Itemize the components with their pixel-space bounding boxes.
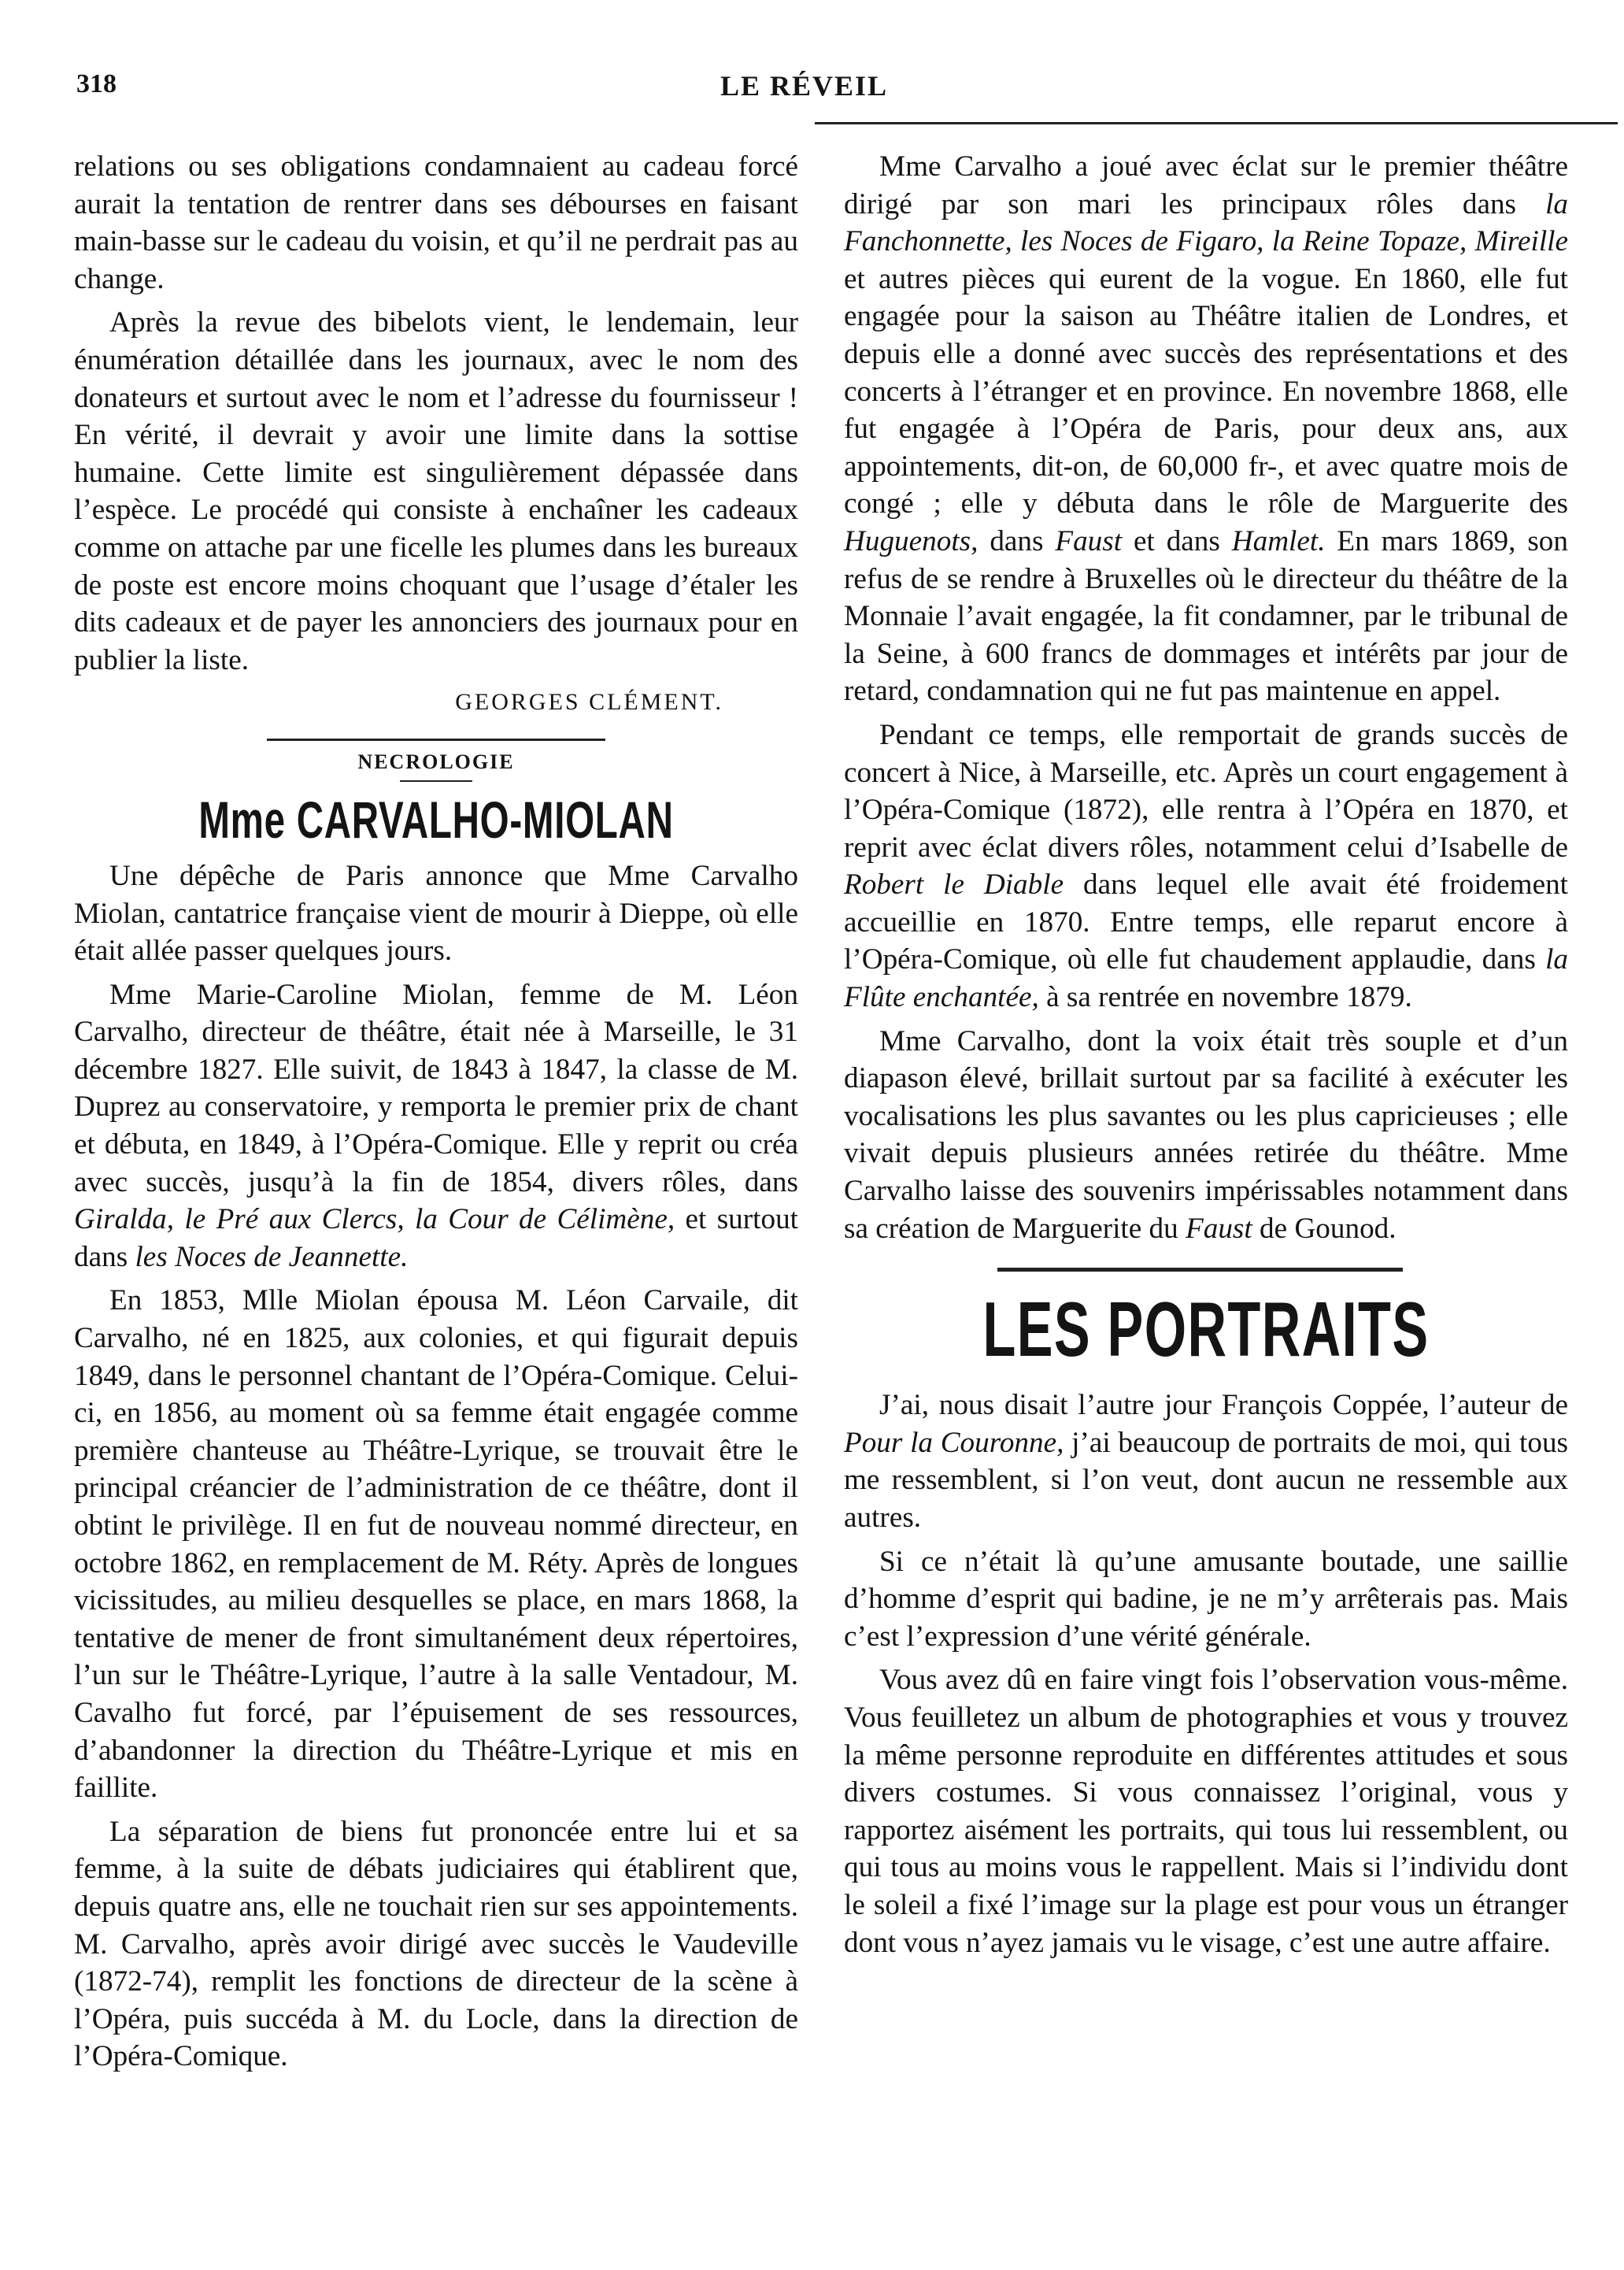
left-column xyxy=(74,148,798,2076)
paragraph: En 1853, Mlle Miolan épousa M. Léon Carvaile, dit Carvalho, né en 1825, aux colonies, et qui figurait depuis 1849, dans le personnel chantant de l’Opéra-Comique. Celui-ci, en 1856, au moment où sa femme était engagée comme première chanteuse au Théâtre-Lyrique, se trouvait être le principal créancier de l’administration de ce théâtre, dont il obtint le privilège. Il en fut de nouveau nommé directeur, en octobre 1862, en remplacement de M. Réty. Après de longues vicissitudes, au milieu desquelles se place, en mars 1868, la tentative de mener de front simultanément deux répertoires, l’un sur le Théâtre-Lyrique, l’autre à la salle Ventadour, M. Cavalho fut forcé, par l’épuisement de ses ressources, d’abandonner la direction du Théâtre-Lyrique et mis en faillite. xyxy=(74,1284,798,1805)
paragraph: Une dépêche de Paris annonce que Mme Carvalho Miolan, cantatrice française vient de mourir à Dieppe, où elle était allée passer quelques jours. xyxy=(74,859,798,968)
rubric-underline xyxy=(400,780,472,782)
paragraph: Si ce n’était là qu’une amusante boutade, une saillie d’homme d’esprit qui badine, je ne m’y arrêterais pas. Mais c’est l’expression d’une vérité générale. xyxy=(844,1545,1568,1653)
paragraph: Pendant ce temps, elle remportait de grands succès de concert à Nice, à Marseille, etc. Après un court engagement à l’Opéra-Comique (1872), elle rentra à l’Opéra en 1870, et reprit avec éclat divers rôles, notamment celui d’Isabelle de Robert le Diable dans lequel elle avait été froidement accueillie en 1870. Entre temps, elle reparut encore à l’Opéra-Comique, où elle fut chaudement applaudie, dans la Flûte enchantée, à sa rentrée en novembre 1879. xyxy=(844,718,1569,1014)
paragraph: Après la revue des bibelots vient, le lendemain, leur énumération détaillée dans les journaux, avec le nom des donateurs et surtout avec le nom et l’adresse du fournisseur ! En vérité, il devrait y avoir une limite dans la sottise humaine. Cette limite est singulièrement dépassée dans l’espèce. Le procédé qui consiste à enchaîner les cadeaux comme on attache par une ficelle les plumes dans les bureaux de poste est encore moins choquant que l’usage d’étaler les dits cadeaux et de payer les annonciers des journaux pour en publier la liste. xyxy=(74,306,798,676)
paragraph: Mme Marie-Caroline Miolan, femme de M. Léon Carvalho, directeur de théâtre, était née à Marseille, le 31 décembre 1827. Elle suivit, de 1843 à 1847, la classe de M. Duprez au conservatoire, y remporta le premier prix de chant et débuta, en 1849, à l’Opéra-Comique. Elle y reprit ou créa avec succès, jusqu’à la fin de 1854, divers rôles, dans Giralda, le Pré aux Clercs, la Cour de Célimène, et surtout dans les Noces de Jeannette. xyxy=(74,978,798,1273)
paragraph: Mme Carvalho, dont la voix était très souple et d’un diapason élevé, brillait surtout par sa facilité à exécuter les vocalisations les plus savantes ou les plus capricieuses ; elle vivait depuis plusieurs années retirée du théâtre. Mme Carvalho laisse des souvenirs impérissables notamment dans sa création de Marguerite du Faust de Gounod. xyxy=(844,1024,1568,1245)
paragraph: relations ou ses obligations condamnaient au cadeau forcé aurait la tentation de rentrer dans ses débourses en faisant main-basse sur le cadeau du voisin, et qu’il ne perdrait pas au change. xyxy=(74,150,798,295)
section-rubric: NECROLOGIE xyxy=(357,750,515,773)
paragraph: La séparation de biens fut prononcée entre lui et sa femme, à la suite de débats judiciaires qui établirent que, depuis quatre ans, elle ne touchait rien sur ses appointements. M. Carvalho, après avoir dirigé avec succès le Vaudeville (1872-74), remplit les fonctions de directeur de la scène à l’Opéra, puis succéda à M. du Locle, dans la direction de l’Opéra-Comique. xyxy=(74,1815,798,2073)
section-divider xyxy=(267,739,605,741)
right-column xyxy=(844,148,1568,1961)
paragraph: Mme Carvalho a joué avec éclat sur le premier théâtre dirigé par son mari les principaux rôles dans la Fanchonnette, les Noces de Figaro, la Reine Topaze, Mireille et autres pièces qui eurent de la vogue. En 1860, elle fut engagée pour la saison au Théâtre italien de Londres, et depuis elle a donné avec succès des représentations et des concerts à l’étranger et en province. En novembre 1868, elle fut engagée à l’Opéra de Paris, pour deux ans, aux appointements, dit-on, de 60,000 fr-, et avec quatre mois de congé ; elle y débuta dans le rôle de Marguerite des Huguenots, dans Faust et dans Hamlet. En mars 1869, son refus de se rendre à Bruxelles où le directeur du théâtre de la Monnaie l’avait engagée, la fit condamner, par le tribunal de la Seine, à 600 francs de dommages et intérêts par jour de retard, condamnation qui ne fut pas maintenue en appel. xyxy=(844,150,1568,708)
author-signature: GEORGES CLÉMENT. xyxy=(455,689,723,716)
article-heading: LES PORTRAITS xyxy=(982,1286,1430,1373)
masthead-title: LE RÉVEIL xyxy=(720,70,889,102)
page-number: 318 xyxy=(76,69,117,98)
article-heading: Mme CARVALHO-MIOLAN xyxy=(198,790,674,849)
paragraph: Vous avez dû en faire vingt fois l’observation vous-même. Vous feuilletez un album de photographies et vous y trouvez la même personne reproduite en différentes attitudes et sous divers costumes. Si vous connaissez l’original, vous y rapportez aisément les portraits, qui tous lui ressemblent, ou qui tous au moins vous le rappellent. Mais si l’individu dont le soleil a fixé l’image sur la plage est pour vous un étranger dont vous n’ayez jamais vu le visage, c’est une autre affaire. xyxy=(844,1664,1568,1959)
paragraph: J’ai, nous disait l’autre jour François Coppée, l’auteur de Pour la Couronne, j’ai beaucoup de portraits de moi, qui tous me ressemblent, si l’on veut, dont aucun ne ressemble aux autres. xyxy=(844,1389,1569,1534)
header-rule xyxy=(815,122,1618,124)
section-divider xyxy=(997,1268,1403,1272)
